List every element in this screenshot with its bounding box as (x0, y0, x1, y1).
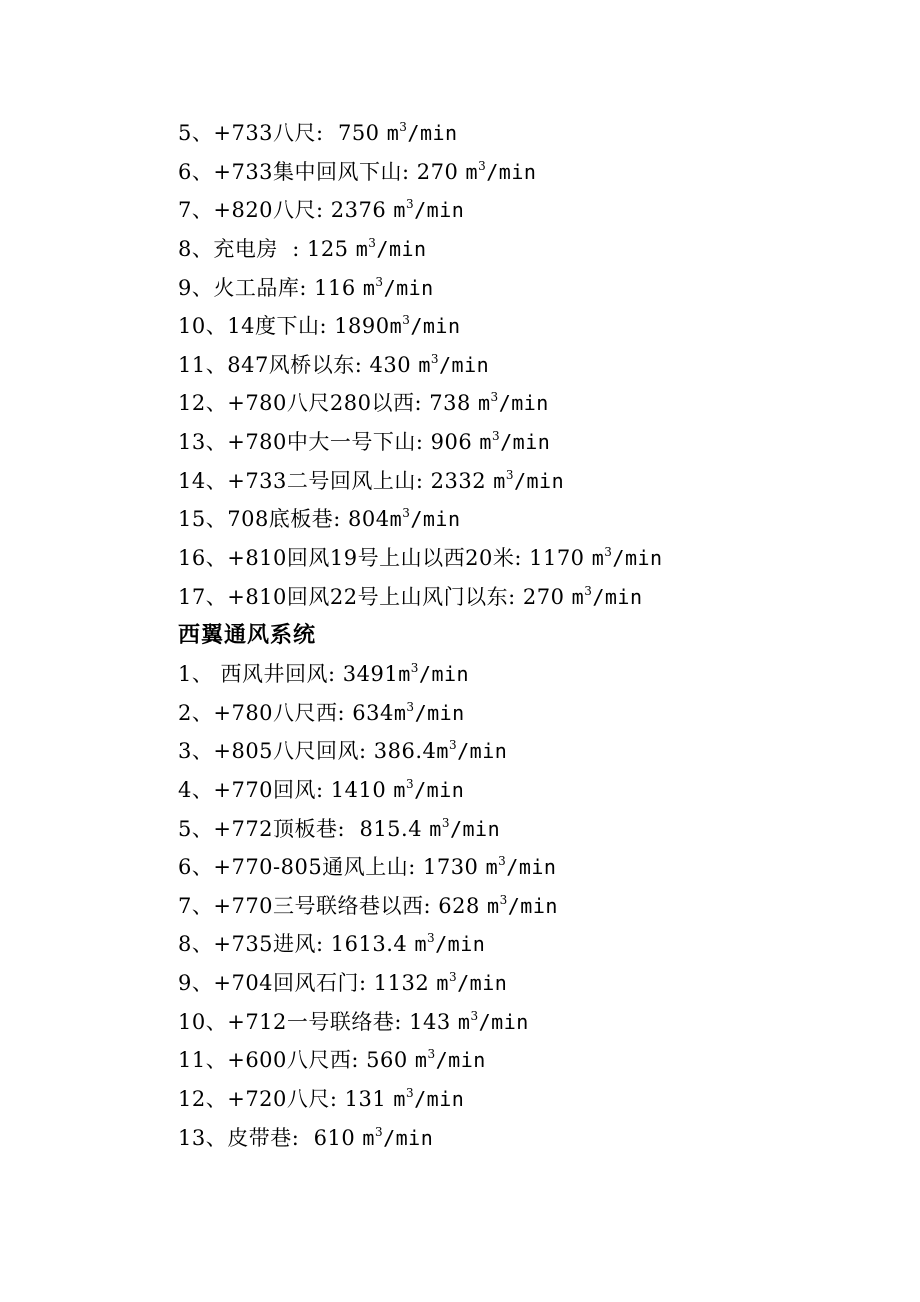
airflow-item (178, 423, 878, 462)
airflow-unit-exponent: 3 (448, 970, 458, 985)
airflow-unit-per-minute: /min (435, 932, 486, 957)
east-airflow-list (178, 114, 878, 616)
airflow-unit-per-minute: /min (418, 661, 470, 686)
airflow-unit-per-minute: /min (414, 700, 465, 725)
airflow-unit-exponent: 3 (478, 158, 487, 173)
airflow-unit-exponent: 3 (584, 583, 593, 598)
airflow-item-label: 16、+810回风19号上山以西20米: 1170 (178, 546, 592, 571)
airflow-unit-exponent: 3 (499, 892, 508, 907)
airflow-item-label: 10、+712一号联络巷: 143 (178, 1009, 458, 1034)
airflow-unit: m (362, 1125, 375, 1150)
airflow-unit: m (487, 893, 500, 918)
airflow-unit: m (485, 855, 499, 880)
airflow-item (178, 307, 878, 346)
airflow-unit-exponent: 3 (368, 235, 377, 250)
airflow-unit: m (362, 275, 376, 300)
airflow-unit-per-minute: /min (410, 507, 461, 532)
airflow-item (178, 887, 878, 926)
airflow-unit: m (571, 584, 585, 609)
airflow-item-label: 6、+733集中回风下山: 270 (178, 159, 466, 184)
airflow-unit: m (398, 661, 411, 686)
airflow-unit-exponent: 3 (448, 738, 458, 753)
airflow-unit-exponent: 3 (427, 931, 436, 946)
airflow-unit: m (418, 352, 431, 377)
airflow-unit-exponent: 3 (402, 506, 411, 521)
airflow-unit-exponent: 3 (470, 1008, 479, 1023)
airflow-unit-per-minute: /min (612, 546, 663, 571)
airflow-item-label: 12、+720八尺: 131 (178, 1087, 394, 1112)
airflow-item-label: 15、708底板巷: 804 (178, 507, 390, 532)
airflow-item-label: 4、+770回风: 1410 (178, 777, 394, 802)
airflow-unit: m (591, 546, 605, 571)
airflow-item (178, 732, 878, 771)
airflow-unit-per-minute: /min (449, 816, 501, 841)
airflow-unit: m (389, 314, 403, 339)
airflow-unit-per-minute: /min (407, 121, 458, 145)
section-heading-west: 西翼通风系统 (178, 622, 317, 649)
airflow-item-label: 1、 西风井回风: 3491 (178, 661, 399, 686)
airflow-item-label: 11、+600八尺西: 560 (178, 1048, 415, 1073)
airflow-unit-exponent: 3 (405, 197, 415, 212)
west-airflow-list (178, 655, 878, 1157)
airflow-unit-per-minute: /min (376, 236, 427, 261)
airflow-unit-exponent: 3 (491, 429, 501, 444)
airflow-item (178, 346, 878, 385)
airflow-unit-exponent: 3 (441, 815, 450, 830)
airflow-unit: m (436, 739, 449, 764)
airflow-item (178, 578, 878, 617)
airflow-item (178, 114, 878, 153)
airflow-unit: m (479, 430, 492, 455)
airflow-item-label: 11、847风桥以东: 430 (178, 352, 419, 377)
airflow-item-label: 14、+733二号回风上山: 2332 (178, 468, 494, 493)
airflow-item-label: 8、充电房 : 125 (178, 236, 356, 261)
airflow-unit-per-minute: /min (592, 584, 643, 609)
airflow-unit-per-minute: /min (513, 468, 565, 493)
airflow-unit-per-minute: /min (457, 739, 508, 764)
airflow-item (178, 1119, 878, 1158)
airflow-unit: m (355, 236, 369, 261)
airflow-item (178, 500, 878, 539)
airflow-unit-exponent: 3 (405, 1086, 415, 1101)
airflow-unit-per-minute: /min (506, 855, 557, 880)
airflow-item-label: 7、+770三号联络巷以西: 628 (178, 893, 488, 918)
airflow-unit-exponent: 3 (375, 274, 384, 289)
airflow-item-label: 5、+733八尺: 750 (178, 121, 387, 145)
airflow-unit: m (465, 159, 479, 184)
airflow-unit-exponent: 3 (604, 545, 613, 560)
airflow-item (178, 153, 878, 192)
airflow-unit-per-minute: /min (414, 777, 465, 802)
airflow-item (178, 230, 878, 269)
airflow-unit-per-minute: /min (500, 430, 551, 455)
airflow-unit: m (393, 1087, 406, 1112)
airflow-unit-per-minute: /min (414, 198, 465, 223)
airflow-item (178, 1041, 878, 1080)
airflow-item-label: 9、火工品库: 116 (178, 275, 363, 300)
airflow-unit: m (393, 777, 406, 802)
airflow-unit: m (457, 1009, 471, 1034)
airflow-item (178, 539, 878, 578)
airflow-item (178, 694, 878, 733)
airflow-item (178, 1003, 878, 1042)
airflow-item (178, 384, 878, 423)
airflow-unit-exponent: 3 (399, 120, 408, 134)
airflow-unit-per-minute: /min (414, 1087, 465, 1112)
airflow-item-label: 8、+735进风: 1613.4 (178, 932, 415, 957)
airflow-unit-exponent: 3 (498, 854, 507, 869)
airflow-item-label: 5、+772顶板巷: 815.4 (178, 816, 430, 841)
airflow-unit: m (386, 121, 400, 145)
airflow-unit-per-minute: /min (486, 159, 537, 184)
airflow-item (178, 1080, 878, 1119)
airflow-unit-per-minute: /min (410, 314, 461, 339)
airflow-unit-per-minute: /min (457, 971, 508, 996)
airflow-unit-exponent: 3 (374, 1124, 384, 1139)
airflow-unit-per-minute: /min (478, 1009, 529, 1034)
airflow-unit-exponent: 3 (430, 351, 439, 366)
airflow-unit-exponent: 3 (406, 699, 415, 714)
airflow-item (178, 655, 878, 694)
airflow-unit: m (429, 816, 442, 841)
airflow-item (178, 848, 878, 887)
airflow-item-label: 9、+704回风石门: 1132 (178, 971, 437, 996)
airflow-unit-exponent: 3 (410, 660, 419, 675)
airflow-unit-per-minute: /min (439, 352, 490, 377)
airflow-unit-per-minute: /min (498, 391, 549, 416)
airflow-unit-per-minute: /min (435, 1048, 486, 1073)
airflow-unit-exponent: 3 (505, 467, 514, 482)
airflow-item-label: 10、14度下山: 1890 (178, 314, 390, 339)
airflow-unit-per-minute: /min (383, 1125, 434, 1150)
airflow-unit-exponent: 3 (405, 776, 415, 791)
airflow-item-label: 3、+805八尺回风: 386.4 (178, 739, 437, 764)
airflow-item-label: 12、+780八尺280以西: 738 (178, 391, 478, 416)
airflow-unit: m (493, 468, 506, 493)
airflow-item (178, 925, 878, 964)
airflow-unit-exponent: 3 (490, 390, 499, 405)
airflow-unit: m (393, 700, 407, 725)
airflow-unit-exponent: 3 (402, 313, 411, 328)
airflow-unit-per-minute: /min (383, 275, 434, 300)
airflow-item-label: 13、+780中大一号下山: 906 (178, 430, 480, 455)
airflow-unit-exponent: 3 (427, 1047, 436, 1062)
airflow-unit: m (478, 391, 491, 416)
airflow-item (178, 771, 878, 810)
airflow-item-label: 13、皮带巷: 610 (178, 1125, 363, 1150)
airflow-item (178, 462, 878, 501)
airflow-item-label: 2、+780八尺西: 634 (178, 700, 394, 725)
airflow-unit-per-minute: /min (507, 893, 558, 918)
airflow-item (178, 810, 878, 849)
airflow-item (178, 191, 878, 230)
airflow-unit: m (389, 507, 403, 532)
airflow-item-label: 7、+820八尺: 2376 (178, 198, 394, 223)
airflow-unit: m (414, 1048, 428, 1073)
airflow-item (178, 964, 878, 1003)
airflow-item-label: 6、+770-805通风上山: 1730 (178, 855, 486, 880)
document-content (178, 114, 878, 1157)
airflow-unit: m (393, 198, 406, 223)
airflow-item-label: 17、+810回风22号上山风门以东: 270 (178, 584, 572, 609)
airflow-unit: m (414, 932, 427, 957)
airflow-item (178, 269, 878, 308)
airflow-unit: m (436, 971, 449, 996)
